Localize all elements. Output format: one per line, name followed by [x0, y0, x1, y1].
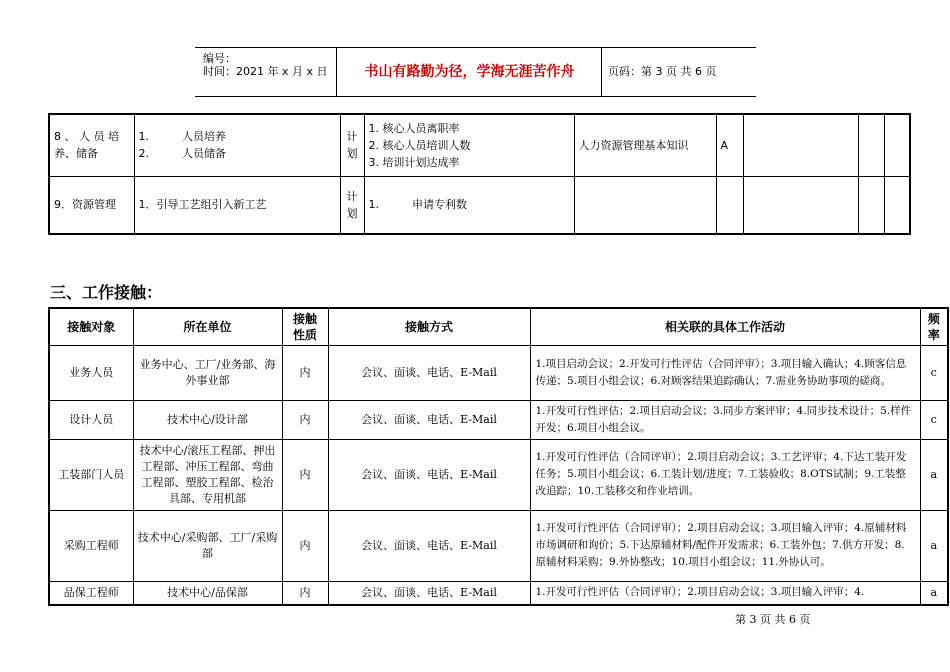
contact-target: 设计人员 — [49, 400, 133, 439]
plan-empty-cell — [858, 176, 884, 234]
plan-knowledge — [574, 176, 716, 234]
plan-level — [716, 176, 743, 234]
header-page-number: 页码：第 3 页 共 6 页 — [608, 65, 717, 78]
contact-row — [49, 439, 948, 510]
header-method: 接触方式 — [328, 308, 530, 345]
header-unit: 所在单位 — [133, 308, 282, 345]
contact-frequency: c — [920, 345, 948, 400]
time-label: 时间：2021 年 x 月 x 日 — [203, 65, 328, 78]
contact-activity: 1.项目启动会议；2.开发可行性评估（合同评审）；3.项目输入确认；4.顾客信息传递；5.项目小组会议；6.对顾客结果追踪确认；7.需业务协助事项的磋商。 — [530, 345, 920, 400]
header-activity: 相关联的具体工作活动 — [530, 308, 920, 345]
contact-target: 工装部门人员 — [49, 439, 133, 510]
contact-frequency: a — [920, 581, 948, 605]
plan-empty-cell — [858, 114, 884, 176]
plan-contents — [134, 176, 340, 234]
plan-contents — [134, 114, 340, 176]
section-title: 三、工作接触： — [50, 283, 163, 302]
contact-method: 会议、面谈、电话、E-Mail — [328, 581, 530, 605]
contact-nature: 内 — [282, 510, 328, 581]
contact-target: 品保工程师 — [49, 581, 133, 605]
contact-unit: 技术中心/设计部 — [133, 400, 282, 439]
plan-empty-cell — [884, 114, 910, 176]
plan-indicator-line: 1. 核心人员离职率 — [368, 121, 460, 135]
plan-content-line: 1. 人员培养 — [138, 130, 226, 144]
contact-unit: 技术中心/品保部 — [133, 581, 282, 605]
plan-empty-cell — [743, 114, 858, 176]
plan-empty-cell — [884, 176, 910, 234]
contact-header-row — [49, 308, 948, 345]
plan-item: 8 、 人 员 培养、储备 — [49, 114, 134, 176]
contact-activity: 1.开发可行性评估（合同评审）；2.项目启动会议；3.工艺评审；4.下达工装开发任务；5.项目小组会议；6.工装计划/进度；7.工装验收；8.OTS试制；9.工装整改追踪；10.工装移交和作业培训。 — [530, 439, 920, 510]
contact-activity: 1.开发可行性评估；2.项目启动会议；3.同步方案评审；4.同步技术设计；5.样件开发；6.项目小组会议。 — [530, 400, 920, 439]
contact-method: 会议、面谈、电话、E-Mail — [328, 345, 530, 400]
contact-nature: 内 — [282, 581, 328, 605]
contact-method: 会议、面谈、电话、E-Mail — [328, 400, 530, 439]
contact-unit: 技术中心/采购部、工厂/采购部 — [133, 510, 282, 581]
plan-indicator-line: 1. 申请专利数 — [368, 198, 467, 212]
header-motto: 书山有路勤为径，学海无涯苦作舟 — [338, 48, 602, 96]
plan-row — [49, 114, 910, 176]
header-meta — [195, 48, 337, 96]
header-target: 接触对象 — [49, 308, 133, 345]
contact-frequency: a — [920, 439, 948, 510]
plan-item: 9．资源管理 — [49, 176, 134, 234]
contact-target: 业务人员 — [49, 345, 133, 400]
contact-row — [49, 345, 948, 400]
plan-level: A — [716, 114, 743, 176]
contact-method: 会议、面谈、电话、E-Mail — [328, 439, 530, 510]
contact-target: 采购工程师 — [49, 510, 133, 581]
contact-activity: 1.开发可行性评估（合同评审）；2.项目启动会议；3.项目输入评审；4.原辅材料市场调研和询价；5.下达原辅材料/配件开发需求；6.工装外包；7.供方开发；8.原辅材料采购；9.外协整改；10.项目小组会议；11.外协认可。 — [530, 510, 920, 581]
number-label: 编号： — [203, 52, 236, 65]
contact-nature: 内 — [282, 439, 328, 510]
contact-method: 会议、面谈、电话、E-Mail — [328, 510, 530, 581]
plan-indicator-line: 2. 核心人员培训人数 — [368, 138, 471, 152]
plan-content-line: 2. 人员储备 — [138, 147, 226, 161]
plan-type — [340, 114, 364, 176]
plan-indicators — [364, 114, 574, 176]
plan-type-text: 计划 — [346, 189, 358, 220]
contact-table — [48, 307, 949, 606]
plan-table — [48, 113, 911, 235]
plan-row — [49, 176, 910, 234]
header-frequency: 频率 — [920, 308, 948, 345]
plan-type — [340, 176, 364, 234]
header-nature: 接触性质 — [282, 308, 328, 345]
contact-frequency: c — [920, 400, 948, 439]
plan-indicator-line: 3. 培训计划达成率 — [368, 155, 460, 169]
contact-nature: 内 — [282, 400, 328, 439]
contact-unit: 业务中心、工厂/业务部、海外事业部 — [133, 345, 282, 400]
contact-frequency: a — [920, 510, 948, 581]
plan-empty-cell — [743, 176, 858, 234]
contact-nature: 内 — [282, 345, 328, 400]
contact-row — [49, 400, 948, 439]
contact-unit: 技术中心/滚压工程部、押出工程部、冲压工程部、弯曲工程部、塑胶工程部、检治具部、专用机部 — [133, 439, 282, 510]
page-footer: 第 3 页 共 6 页 — [735, 613, 811, 626]
page-header — [195, 47, 756, 97]
plan-content-line: 1．引导工艺组引入新工艺 — [138, 198, 267, 212]
contact-row — [49, 510, 948, 581]
plan-type-text: 计划 — [346, 130, 358, 161]
plan-indicators — [364, 176, 574, 234]
contact-activity: 1.开发可行性评估（合同评审）；2.项目启动会议；3.项目输入评审；4. — [530, 581, 920, 605]
plan-knowledge: 人力资源管理基本知识 — [574, 114, 716, 176]
contact-row — [49, 581, 948, 605]
